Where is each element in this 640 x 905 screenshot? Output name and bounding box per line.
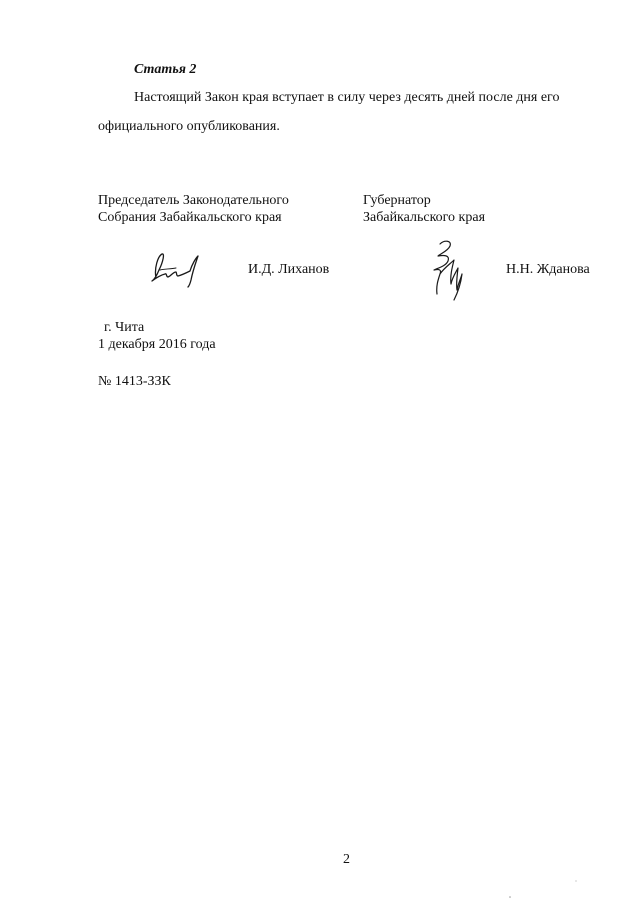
place-of-signing: г. Чита (104, 320, 145, 335)
right-signatory-title-line-1: Губернатор (363, 193, 431, 208)
document-number: № 1413-ЗЗК (98, 374, 171, 389)
article-text-line-2: официального опубликования. (98, 119, 280, 134)
right-signatory-title-line-2: Забайкальского края (363, 210, 486, 225)
left-signatory-name: И.Д. Лиханов (248, 262, 330, 277)
article-text-line-1: Настоящий Закон края вступает в силу через десять дней после дня его (134, 90, 560, 105)
article-heading: Статья 2 (134, 62, 197, 77)
page-number: 2 (343, 852, 350, 867)
left-signatory-title-line-2: Собрания Забайкальского края (98, 210, 282, 225)
right-signatory-name: Н.Н. Жданова (506, 262, 590, 277)
signing-date: 1 декабря 2016 года (98, 337, 216, 352)
left-signature (146, 248, 202, 288)
right-signature (428, 238, 464, 302)
left-signatory-title-line-1: Председатель Законодательного (98, 193, 289, 208)
